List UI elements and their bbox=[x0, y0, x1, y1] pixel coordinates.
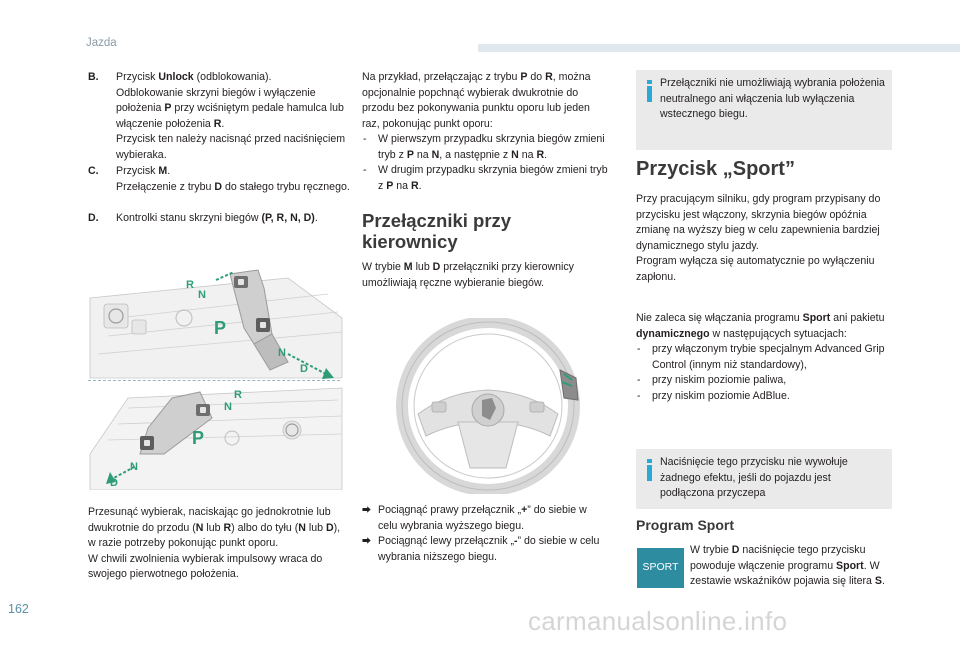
gear-letter-n: N bbox=[198, 289, 206, 301]
arrow-right-icon: ⮕ bbox=[362, 505, 372, 515]
info-icon bbox=[647, 80, 652, 102]
item-text: (odblokowania). bbox=[193, 71, 272, 83]
steering-wheel-illustration bbox=[388, 318, 588, 494]
item-text: Kontrolki stanu skrzyni biegów bbox=[116, 212, 262, 224]
list-item-c bbox=[88, 164, 350, 195]
lower-console bbox=[90, 388, 342, 490]
sport-program-text bbox=[690, 543, 894, 590]
para-text: do bbox=[527, 71, 546, 83]
info-text: Naciśnięcie tego przycisku nie wywołuje żadnego efektu, jeśli do pojazdu jest podłączona przyczepa bbox=[660, 456, 848, 499]
list-item: - przy niskim poziomie AdBlue. bbox=[636, 389, 892, 405]
bold-letter: N bbox=[511, 148, 519, 161]
para-text: naciśnięcie tego przycisku powoduje włączenie programu bbox=[690, 544, 866, 572]
sport-description bbox=[636, 192, 892, 285]
para-text: Pociągnąć prawy przełącznik „ bbox=[378, 504, 522, 516]
item-text: . bbox=[314, 212, 318, 224]
bold-text: Sport bbox=[802, 312, 831, 324]
bold-letter: N bbox=[298, 521, 306, 534]
para-text: na bbox=[393, 179, 411, 192]
diagram-separator bbox=[88, 380, 340, 381]
item-label: D. bbox=[88, 212, 99, 224]
sport-button-icon: SPORT bbox=[637, 548, 684, 588]
para-text: Pociągnąć lewy przełącznik „ bbox=[378, 535, 515, 547]
heading-line: Przełączniki przy bbox=[362, 210, 512, 231]
item-text: Przełączenie z trybu bbox=[116, 180, 215, 193]
subheading-program-sport: Program Sport bbox=[636, 517, 735, 533]
bold-letter: P bbox=[520, 71, 528, 83]
bold-letter: R bbox=[545, 71, 553, 83]
item-bold: (P, R, N, D) bbox=[261, 212, 315, 224]
item-bold: Unlock bbox=[158, 71, 194, 83]
gear-letter-d2: D bbox=[110, 477, 118, 489]
para-text: przełączniki przy kierownicy umożliwiają ręczne wybieranie biegów. bbox=[362, 261, 574, 289]
bold-letter: R bbox=[411, 179, 419, 192]
para-text: W trybie bbox=[690, 544, 732, 556]
bold-letter: R bbox=[223, 521, 232, 534]
para-text: . bbox=[418, 179, 422, 192]
para-text: na bbox=[413, 148, 432, 161]
header-bar bbox=[478, 44, 960, 52]
gear-letter-r: R bbox=[186, 279, 194, 291]
list-item: - przy włączonym trybie specjalnym Advanced Grip Control (innym niż standardowy), bbox=[636, 342, 892, 373]
info-text: Przełączniki nie umożliwiają wybrania położenia neutralnego ani włączenia lub wyłączenia wstecznego biegu. bbox=[660, 77, 885, 120]
gear-letter-n2: N bbox=[278, 347, 286, 359]
para-text: Przesunąć wybierak, naciskając go jednokrotnie lub dwukrotnie do przodu ( bbox=[88, 506, 331, 534]
item-bold: M bbox=[158, 165, 168, 177]
para-text: Na przykład, przełączając z trybu bbox=[362, 71, 521, 83]
para-text: W chwili zwolnienia wybierak impulsowy wraca do swojego pierwotnego położenia. bbox=[88, 552, 323, 580]
paddle-instructions bbox=[362, 503, 608, 565]
gear-letter-r2: R bbox=[234, 389, 242, 401]
page-number: 162 bbox=[8, 602, 29, 616]
paddles-paragraph bbox=[362, 260, 608, 291]
item-bold: R bbox=[213, 117, 222, 130]
info-icon bbox=[647, 459, 652, 481]
item-text: Przycisk bbox=[116, 165, 159, 177]
section-heading-sport: Przycisk „Sport” bbox=[636, 158, 795, 180]
para-text: na bbox=[518, 148, 537, 161]
para-text: , można opcjonalnie popchnąć wybierak dwukrotnie do przodu bez pokonywania punktu oporu lub jeden raz, pokonując punkt oporu: bbox=[362, 71, 591, 130]
item-text: Przycisk bbox=[116, 71, 159, 83]
para-text: ” do siebie w celu wybrania niższego biegu. bbox=[378, 535, 600, 563]
item-text: do stałego trybu ręcznego. bbox=[222, 180, 350, 193]
item-text: Odblokowanie skrzyni biegów i wyłączenie położenia bbox=[116, 86, 316, 114]
list-item-b bbox=[88, 70, 350, 163]
bold-letter: D bbox=[432, 261, 441, 273]
list-item bbox=[362, 534, 608, 565]
sport-recommendation bbox=[636, 311, 892, 404]
para-text: lub bbox=[203, 521, 224, 534]
gear-selector-diagram bbox=[88, 258, 344, 490]
para-text: W trybie bbox=[362, 261, 404, 273]
bold-text: Sport bbox=[836, 559, 864, 572]
bold-letter: R bbox=[536, 148, 545, 161]
bold-symbol: + bbox=[521, 504, 528, 516]
para-text: lub bbox=[412, 261, 433, 273]
para-text: w następujących sytuacjach: bbox=[709, 327, 847, 340]
item-text: . bbox=[221, 117, 225, 130]
list-item bbox=[362, 132, 608, 163]
bold-letter: P bbox=[386, 179, 394, 192]
para-text: Przy pracującym silniku, gdy program przypisany do przycisku jest włączony, skrzynia biegów opóźnia zmianę na wyższy bieg w celu zapewnienia bardziej dynamicznego stylu jazdy. bbox=[636, 193, 881, 252]
para-text: ” do siebie w celu wybrania wyższego biegu. bbox=[378, 504, 587, 532]
bold-letter: N bbox=[431, 148, 440, 161]
heading-line: kierownicy bbox=[362, 231, 458, 252]
bold-letter: S bbox=[874, 575, 882, 587]
bold-symbol: - bbox=[514, 535, 518, 547]
item-bold: D bbox=[214, 180, 222, 193]
selector-instructions bbox=[88, 505, 350, 583]
para-text: ), w razie potrzeby pokonując punkt oporu. bbox=[88, 521, 341, 549]
item-label: B. bbox=[88, 71, 99, 83]
bold-letter: D bbox=[731, 544, 740, 556]
arrow-right-icon: ⮕ bbox=[362, 536, 372, 546]
item-bold: P bbox=[164, 102, 172, 114]
para-text: W pierwszym przypadku skrzynia biegów zmieni tryb z bbox=[378, 133, 605, 161]
gear-letter-n4: N bbox=[130, 461, 138, 473]
section-title: Jazda bbox=[86, 37, 117, 49]
item-text: przy wciśniętym pedale hamulca lub włączenie położenia bbox=[116, 102, 344, 130]
gear-letter-n3: N bbox=[224, 401, 232, 413]
watermark: carmanualsonline.info bbox=[528, 606, 788, 636]
para-text: ) albo do tyłu ( bbox=[231, 521, 299, 534]
para-text: . bbox=[544, 148, 548, 161]
para-text: . W zestawie wskaźników pojawia się litera bbox=[690, 559, 880, 587]
para-text: lub bbox=[305, 521, 326, 534]
bold-letter: M bbox=[403, 261, 413, 273]
para-text: W drugim przypadku skrzynia biegów zmieni tryb z bbox=[378, 164, 608, 192]
info-box bbox=[636, 70, 892, 150]
bold-text: dynamicznego bbox=[636, 327, 710, 340]
list-item-d bbox=[88, 211, 350, 227]
para-text: ani pakietu bbox=[830, 312, 885, 324]
para-text: Nie zaleca się włączania programu bbox=[636, 312, 803, 324]
bold-letter: D bbox=[325, 521, 334, 534]
list-item bbox=[362, 503, 608, 534]
para-text: . bbox=[881, 575, 885, 587]
list-item bbox=[362, 163, 608, 194]
item-text: Przycisk ten należy nacisnąć przed naciśnięciem wybieraka. bbox=[116, 133, 346, 161]
section-heading-paddles bbox=[362, 210, 608, 252]
list-item: - przy niskim poziomie paliwa, bbox=[636, 373, 892, 389]
gear-letter-p: P bbox=[214, 318, 227, 338]
para-text: , a następnie z bbox=[439, 148, 512, 161]
item-text: . bbox=[167, 165, 171, 177]
gear-letter-d: D bbox=[300, 363, 308, 375]
bold-letter: N bbox=[195, 521, 204, 534]
upper-console bbox=[90, 270, 342, 379]
example-paragraph bbox=[362, 70, 608, 194]
item-label: C. bbox=[88, 165, 99, 177]
para-text: Program wyłącza się automatycznie po wyłączeniu zapłonu. bbox=[636, 255, 875, 283]
gear-letter-p2: P bbox=[192, 428, 205, 448]
info-box-2 bbox=[636, 449, 892, 509]
bold-letter: P bbox=[406, 148, 414, 161]
